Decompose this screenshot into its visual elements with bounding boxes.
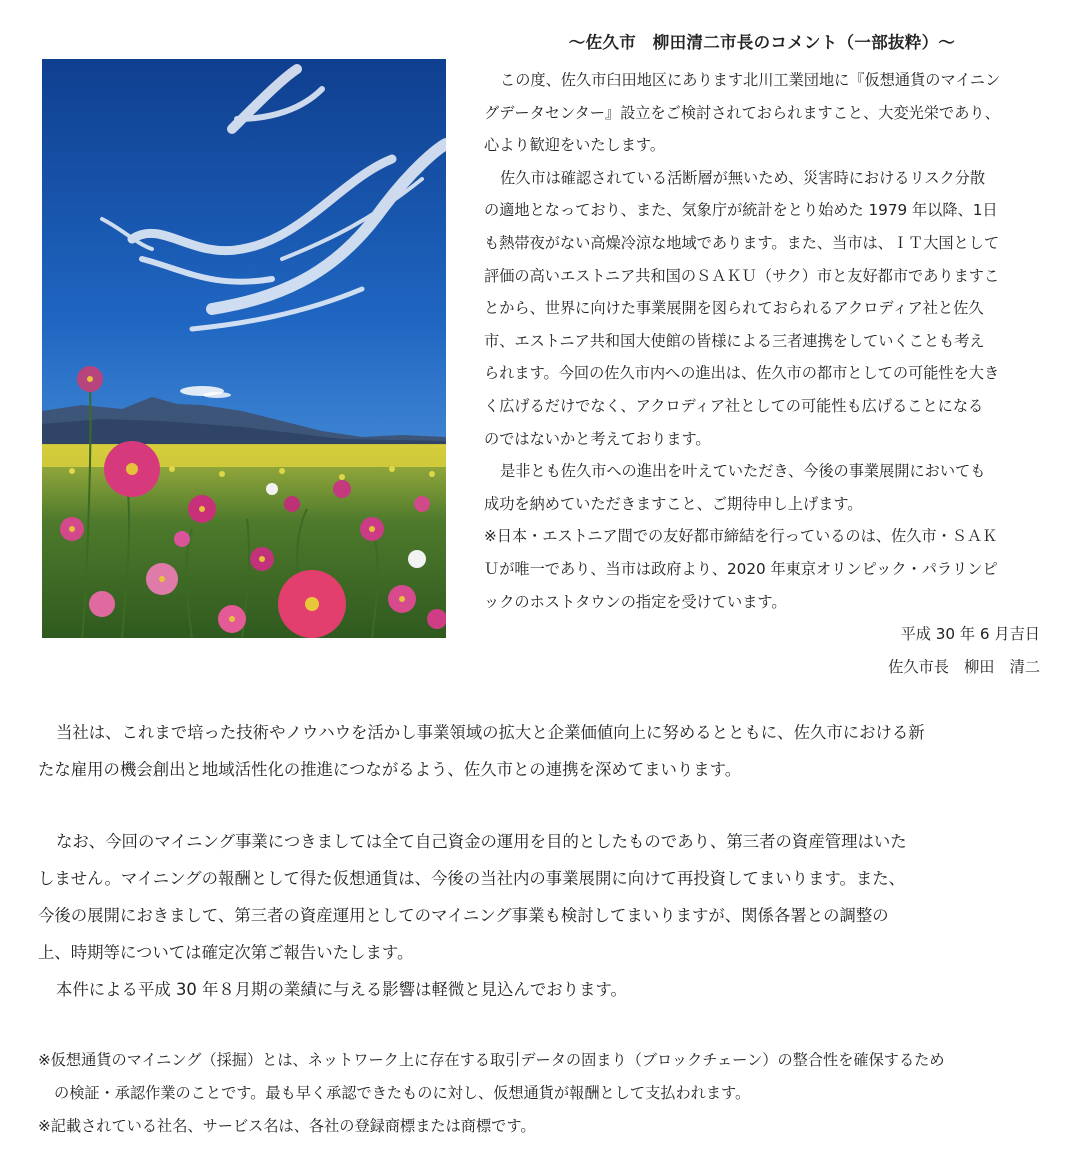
comment-note-line: Ｕが唯一であり、当市は政府より、2020 年東京オリンピック・パラリンピ — [484, 559, 998, 578]
comment-line: 是非とも佐久市への進出を叶えていただき、今後の事業展開においても — [500, 462, 986, 481]
body-paragraph-2 — [38, 823, 1043, 1008]
footnote-line: ※記載されている社名、サービス名は、各社の登録商標または商標です。 — [38, 1117, 536, 1135]
comment-line: のではないかと考えております。 — [484, 429, 711, 448]
comment-line: も熱帯夜がない高燥冷涼な地域であります。また、当市は、ＩＴ大国として — [484, 233, 1000, 252]
comment-line: 心より歓迎をいたします。 — [484, 136, 666, 155]
footnote-line: ※仮想通貨のマイニング（採掘）とは、ネットワーク上に存在する取引データの固まり（ブロックチェーン）の整合性を確保するため — [38, 1051, 945, 1069]
body-line: たな雇用の機会創出と地域活性化の推進につながるよう、佐久市との連携を深めてまいります。 — [38, 760, 742, 779]
comment-line: とから、世界に向けた事業展開を図られておられるアクロディア社と佐久 — [484, 299, 984, 318]
footnote-line: の検証・承認作業のことです。最も早く承認できたものに対し、仮想通貨が報酬として支払われます。 — [54, 1084, 751, 1102]
mayor-comment — [484, 64, 1040, 683]
comment-date: 平成 30 年 6 月吉日 — [900, 625, 1040, 644]
body-line: 上、時期等については確定次第ご報告いたします。 — [38, 943, 414, 962]
comment-note-line: ※日本・エストニア間での友好都市締結を行っているのは、佐久市・ＳＡＫ — [484, 527, 998, 546]
comment-line: く広げるだけでなく、アクロディア社としての可能性も広げることになる — [484, 396, 984, 415]
comment-signature: 佐久市長 柳田 清二 — [888, 657, 1040, 676]
footnotes — [38, 1044, 1048, 1143]
comment-line: 成功を納めていただきますこと、ご期待申し上げます。 — [484, 494, 863, 513]
comment-line: 市、エストニア共和国大使館の皆様による三者連携をしていくことも考え — [484, 331, 985, 350]
comment-line: 評価の高いエストニア共和国のＳＡＫＵ（サク）市と友好都市でありますこ — [484, 266, 1000, 285]
cosmos-field-photo — [42, 59, 446, 638]
body-line: しません。マイニングの報酬として得た仮想通貨は、今後の当社内の事業展開に向けて再投資してまいります。また、 — [38, 869, 906, 888]
comment-line: この度、佐久市臼田地区にあります北川工業団地に『仮想通貨のマイニン — [500, 71, 1001, 89]
comment-line: の適地となっており、また、気象庁が統計をとり始めた 1979 年以降、1日 — [484, 201, 998, 220]
comment-note-line: ックのホストタウンの指定を受けています。 — [484, 592, 787, 611]
comment-line: グデータセンター』設立をご検討されておられますこと、大変光栄であり、 — [484, 103, 1000, 122]
comment-title: ～佐久市 柳田清二市長のコメント（一部抜粋）～ — [568, 33, 956, 52]
body-paragraph-1 — [38, 714, 1043, 788]
body-line: 当社は、これまで培った技術やノウハウを活かし事業領域の拡大と企業価値向上に努めるとともに、佐久市における新 — [56, 723, 925, 742]
body-line: なお、今回のマイニング事業につきましては全て自己資金の運用を目的としたものであり、第三者の資産管理はいた — [56, 832, 907, 851]
body-line: 本件による平成 30 年８月期の業績に与える影響は軽微と見込んでおります。 — [56, 980, 627, 999]
comment-line: 佐久市は確認されている活断層が無いため、災害時におけるリスク分散 — [500, 168, 986, 187]
comment-line: られます。今回の佐久市内への進出は、佐久市の都市としての可能性を大き — [484, 364, 1000, 383]
body-line: 今後の展開におきまして、第三者の資産運用としてのマイニング事業も検討してまいりますが、関係各署との調整の — [38, 906, 889, 925]
